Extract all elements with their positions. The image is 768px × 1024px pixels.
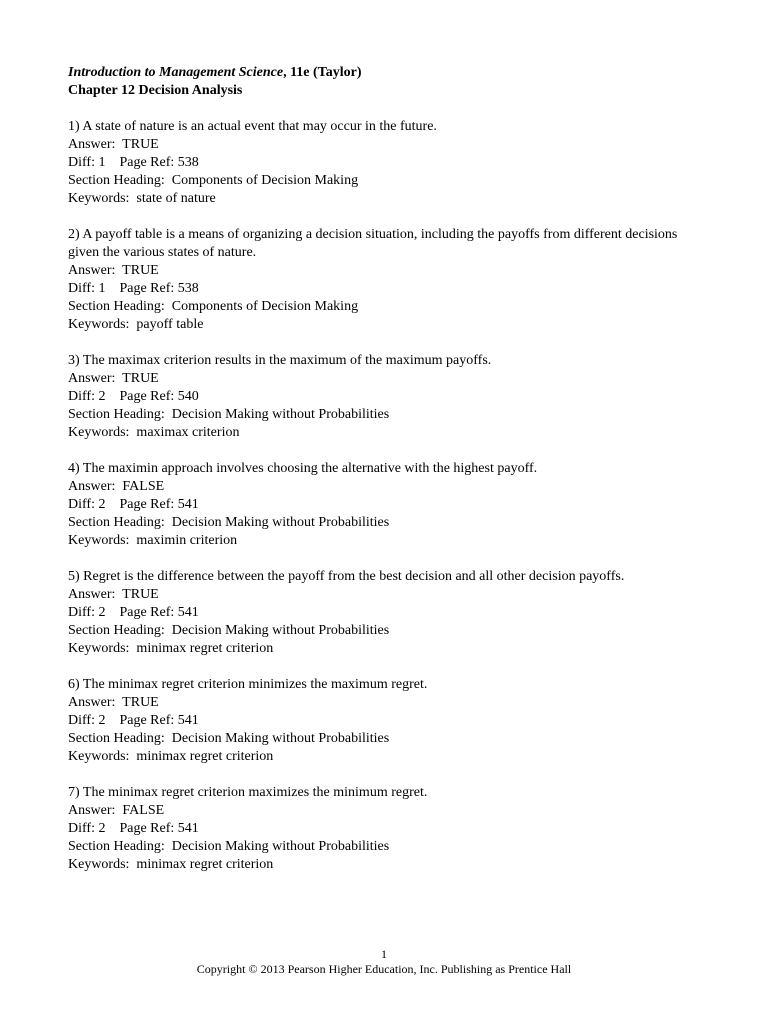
question-answer: Answer: TRUE — [68, 371, 159, 386]
book-title-line — [68, 64, 708, 82]
question-diff: Diff: 2 Page Ref: 540 — [68, 389, 199, 404]
question-stem: 2) A payoff table is a means of organizing a decision situation, including the payoffs from different decisions given the various states of nature. — [68, 227, 678, 260]
book-title: Introduction to Management Science — [68, 65, 284, 80]
question-7 — [68, 784, 708, 874]
question-section: Section Heading: Decision Making without Probabilities — [68, 839, 390, 854]
question-section: Section Heading: Decision Making without Probabilities — [68, 623, 390, 638]
question-answer: Answer: TRUE — [68, 695, 159, 710]
question-keywords: Keywords: payoff table — [68, 317, 204, 332]
question-section: Section Heading: Components of Decision Making — [68, 173, 359, 188]
chapter-title: Chapter 12 Decision Analysis — [68, 83, 243, 98]
question-stem: 5) Regret is the difference between the payoff from the best decision and all other decision payoffs. — [68, 569, 625, 584]
question-diff: Diff: 2 Page Ref: 541 — [68, 605, 199, 620]
question-answer: Answer: TRUE — [68, 263, 159, 278]
question-answer: Answer: FALSE — [68, 803, 165, 818]
question-stem: 6) The minimax regret criterion minimizes the maximum regret. — [68, 677, 428, 692]
question-section: Section Heading: Decision Making without Probabilities — [68, 515, 390, 530]
question-stem: 7) The minimax regret criterion maximizes the minimum regret. — [68, 785, 428, 800]
question-keywords: Keywords: minimax regret criterion — [68, 749, 274, 764]
question-3 — [68, 352, 708, 442]
question-section: Section Heading: Decision Making without Probabilities — [68, 731, 390, 746]
question-answer: Answer: TRUE — [68, 587, 159, 602]
question-2 — [68, 226, 708, 334]
question-diff: Diff: 2 Page Ref: 541 — [68, 713, 199, 728]
question-diff: Diff: 1 Page Ref: 538 — [68, 281, 199, 296]
page-number: 1 — [381, 947, 387, 961]
book-edition: , 11e (Taylor) — [283, 65, 362, 80]
question-6 — [68, 676, 708, 766]
question-answer: Answer: TRUE — [68, 137, 159, 152]
question-section: Section Heading: Decision Making without Probabilities — [68, 407, 390, 422]
question-section: Section Heading: Components of Decision Making — [68, 299, 359, 314]
document-page — [68, 64, 708, 874]
question-5 — [68, 568, 708, 658]
question-keywords: Keywords: state of nature — [68, 191, 216, 206]
question-keywords: Keywords: minimax regret criterion — [68, 641, 274, 656]
question-1 — [68, 118, 708, 208]
question-keywords: Keywords: maximax criterion — [68, 425, 240, 440]
question-diff: Diff: 1 Page Ref: 538 — [68, 155, 199, 170]
question-stem: 4) The maximin approach involves choosing the alternative with the highest payoff. — [68, 461, 538, 476]
copyright-notice: Copyright © 2013 Pearson Higher Education, Inc. Publishing as Prentice Hall — [196, 962, 572, 976]
question-4 — [68, 460, 708, 550]
question-stem: 1) A state of nature is an actual event that may occur in the future. — [68, 119, 437, 134]
question-diff: Diff: 2 Page Ref: 541 — [68, 821, 199, 836]
question-diff: Diff: 2 Page Ref: 541 — [68, 497, 199, 512]
question-stem: 3) The maximax criterion results in the maximum of the maximum payoffs. — [68, 353, 492, 368]
question-answer: Answer: FALSE — [68, 479, 165, 494]
question-keywords: Keywords: minimax regret criterion — [68, 857, 274, 872]
question-keywords: Keywords: maximin criterion — [68, 533, 238, 548]
